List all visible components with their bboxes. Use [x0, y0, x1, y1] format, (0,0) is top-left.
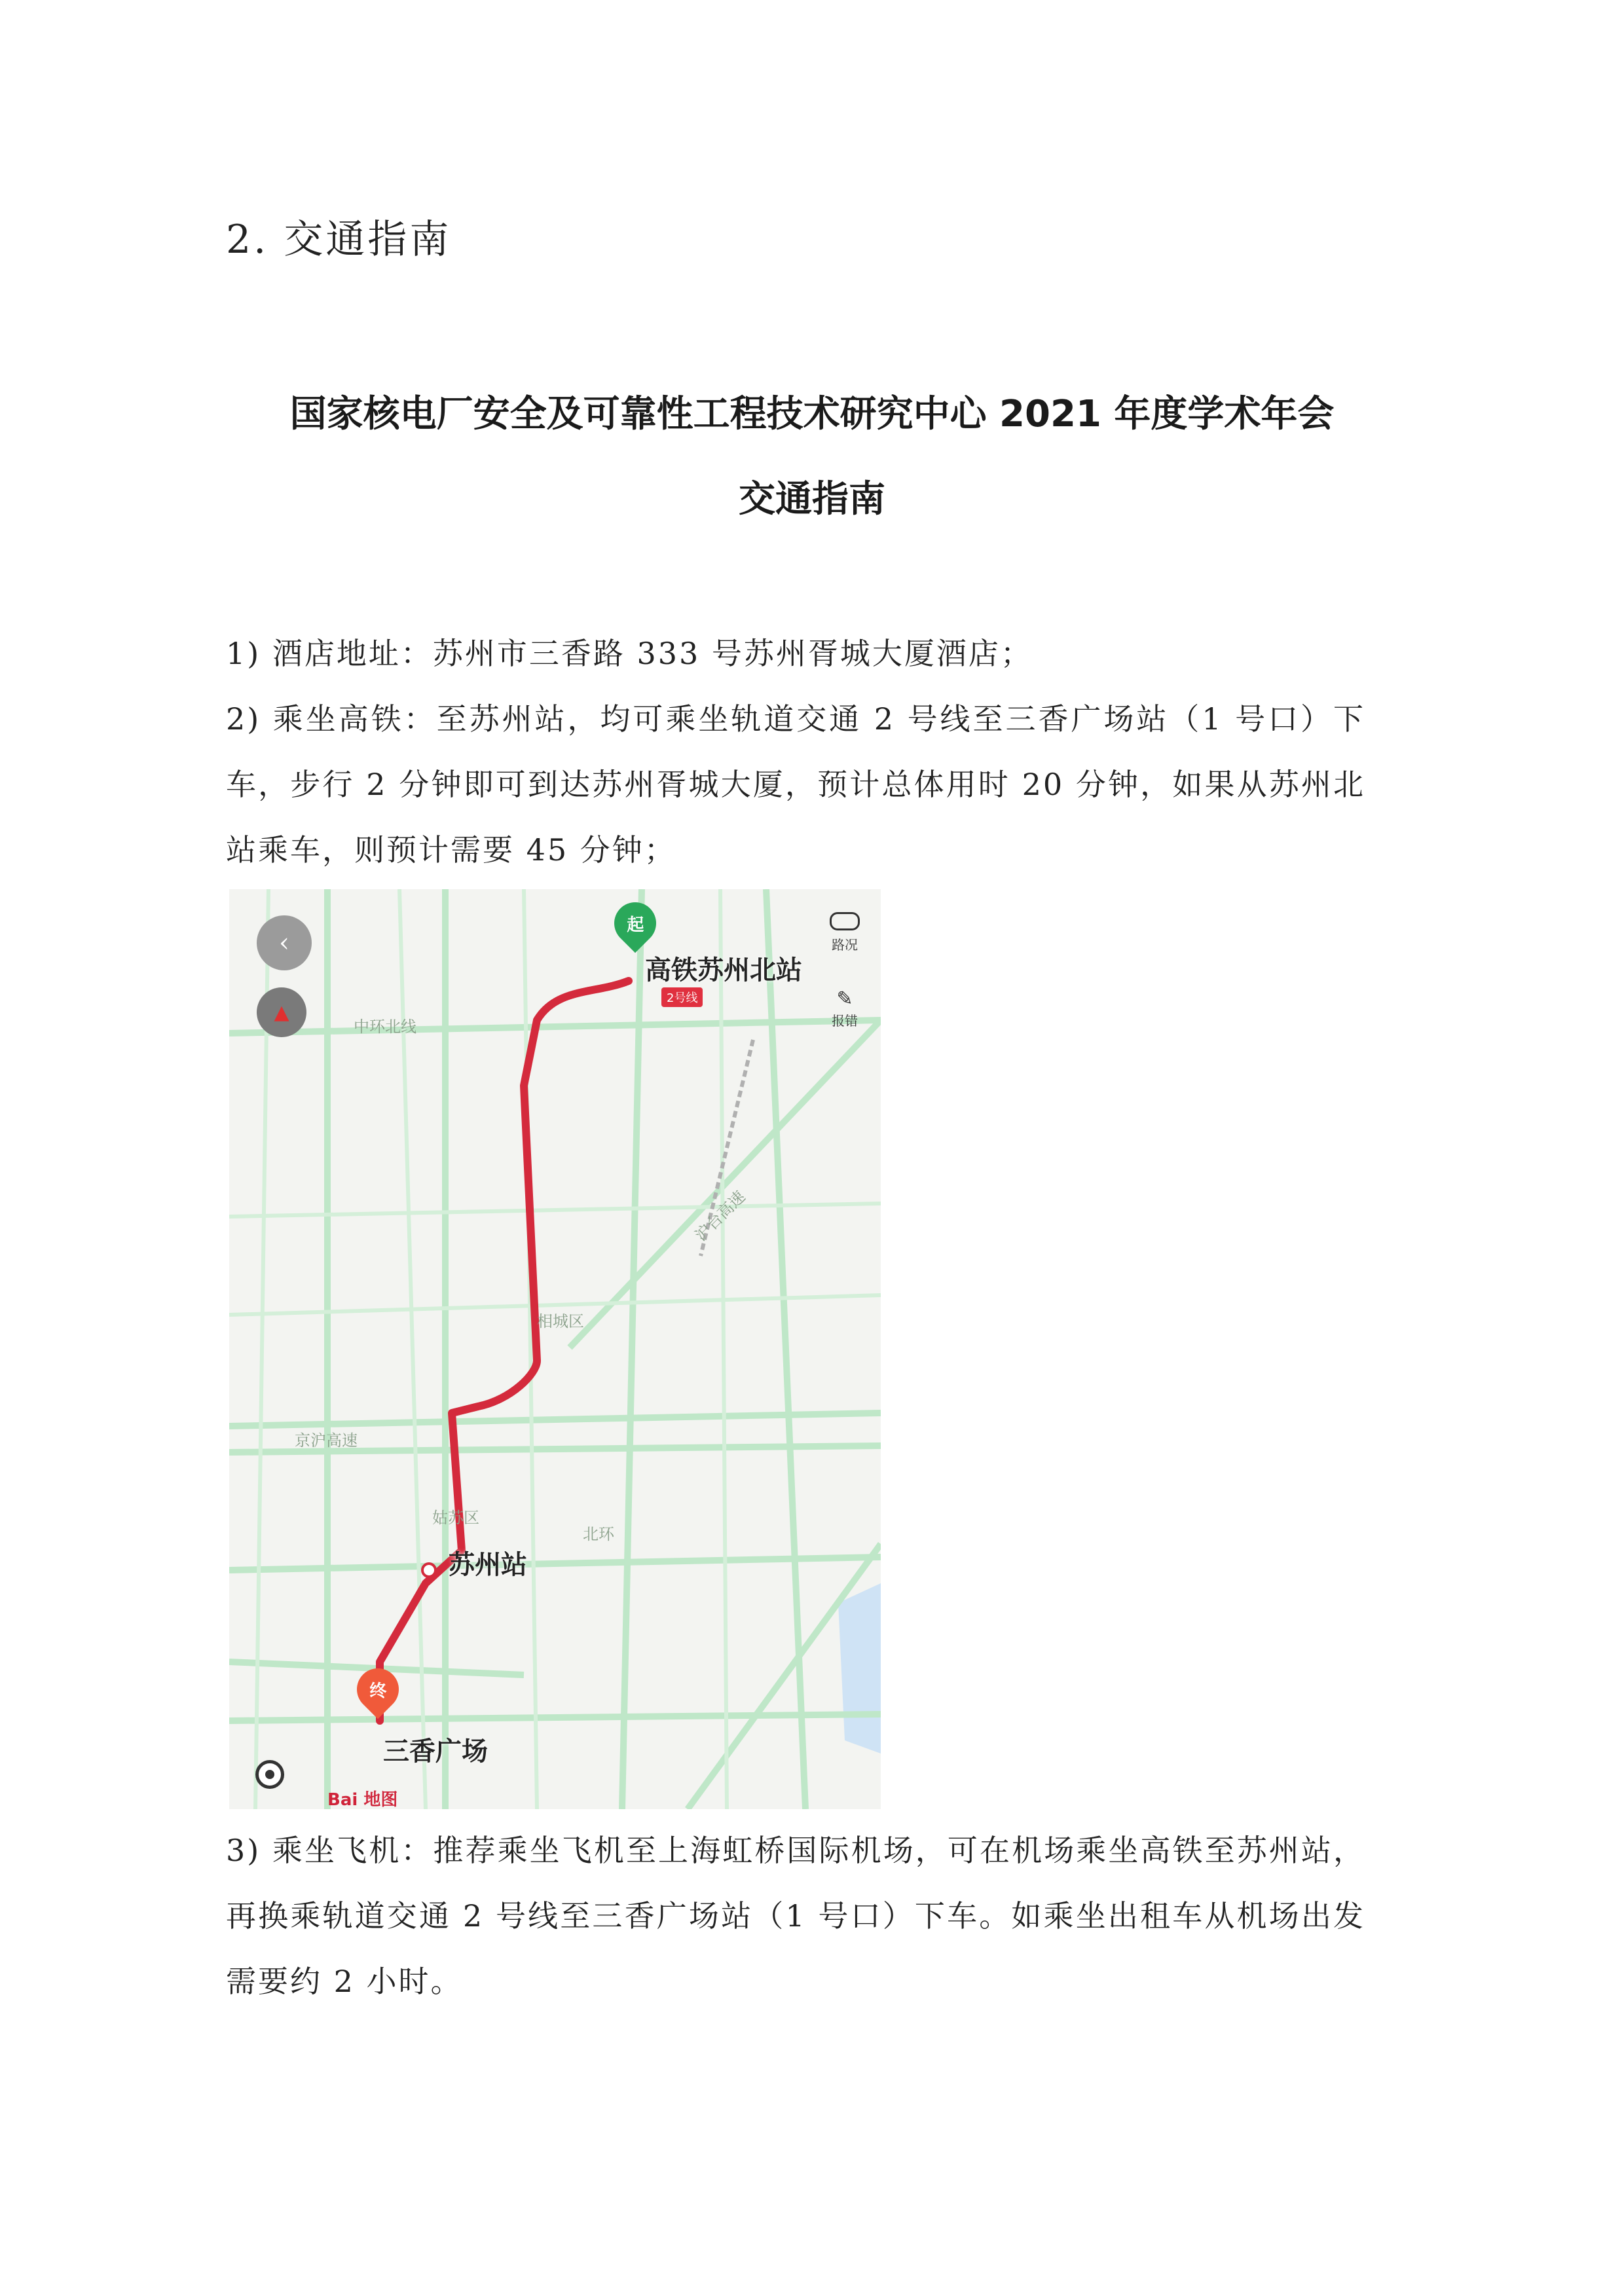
compass-icon: ▲	[274, 1001, 289, 1024]
end-station-label: 三香广场	[383, 1736, 488, 1767]
district-label-xiangcheng: 相城区	[537, 1312, 584, 1331]
document-subtitle: 交通指南	[739, 478, 885, 521]
line-badge: 2号线	[661, 987, 703, 1007]
road-label-hutai: 沪台高速	[691, 1187, 749, 1245]
baidu-map-logo: Bai 地图	[327, 1790, 398, 1809]
district-label-gusu: 姑苏区	[432, 1509, 479, 1527]
map-canvas	[229, 889, 881, 1809]
compass-button[interactable]	[257, 987, 306, 1037]
flight-paragraph: 3) 乘坐飞机：推荐乘坐飞机至上海虹桥国际机场，可在机场乘坐高铁至苏州站，再换乘轨道交通 2 号线至三香广场站（1 号口）下车。如乘坐出租车从机场出发需要约 2 小时。	[226, 1833, 1365, 1999]
high-speed-rail-paragraph: 2) 乘坐高铁：至苏州站，均可乘坐轨道交通 2 号线至三香广场站（1 号口）下车，步行 2 分钟即可到达苏州胥城大厦，预计总体用时 20 分钟，如果从苏州北站乘车，则预计需要 45 分钟；	[226, 701, 1365, 868]
chevron-left-icon: ‹	[279, 928, 289, 958]
document-title: 国家核电厂安全及可靠性工程技术研究中心 2021 年度学术年会	[289, 393, 1335, 435]
start-marker-label: 起	[626, 915, 644, 935]
report-tool[interactable]	[822, 987, 868, 1029]
mid-station-dot	[422, 1564, 435, 1577]
locate-icon	[265, 1770, 274, 1779]
hotel-address-paragraph: 1) 酒店地址：苏州市三香路 333 号苏州胥城大厦酒店；	[226, 636, 1033, 671]
traffic-light-icon	[830, 912, 860, 930]
edit-icon: ✎	[836, 987, 853, 1010]
road-label-zhonghuan: 中环北线	[354, 1018, 416, 1036]
lake-water	[838, 1583, 881, 1753]
route-map	[229, 889, 881, 1809]
report-tool-label: 报错	[832, 1013, 858, 1029]
end-marker-label: 终	[369, 1681, 387, 1701]
road-label-jinghu: 京沪高速	[295, 1431, 358, 1450]
start-station-label: 高铁苏州北站	[645, 955, 802, 985]
locate-button[interactable]	[255, 1760, 284, 1789]
traffic-tool[interactable]	[822, 912, 868, 953]
traffic-tool-label: 路况	[832, 937, 858, 953]
mid-station-label: 苏州站	[449, 1550, 527, 1580]
back-button[interactable]	[257, 915, 312, 970]
road-label-beihuan: 北环	[583, 1525, 614, 1543]
section-heading: 2. 交通指南	[226, 217, 452, 263]
